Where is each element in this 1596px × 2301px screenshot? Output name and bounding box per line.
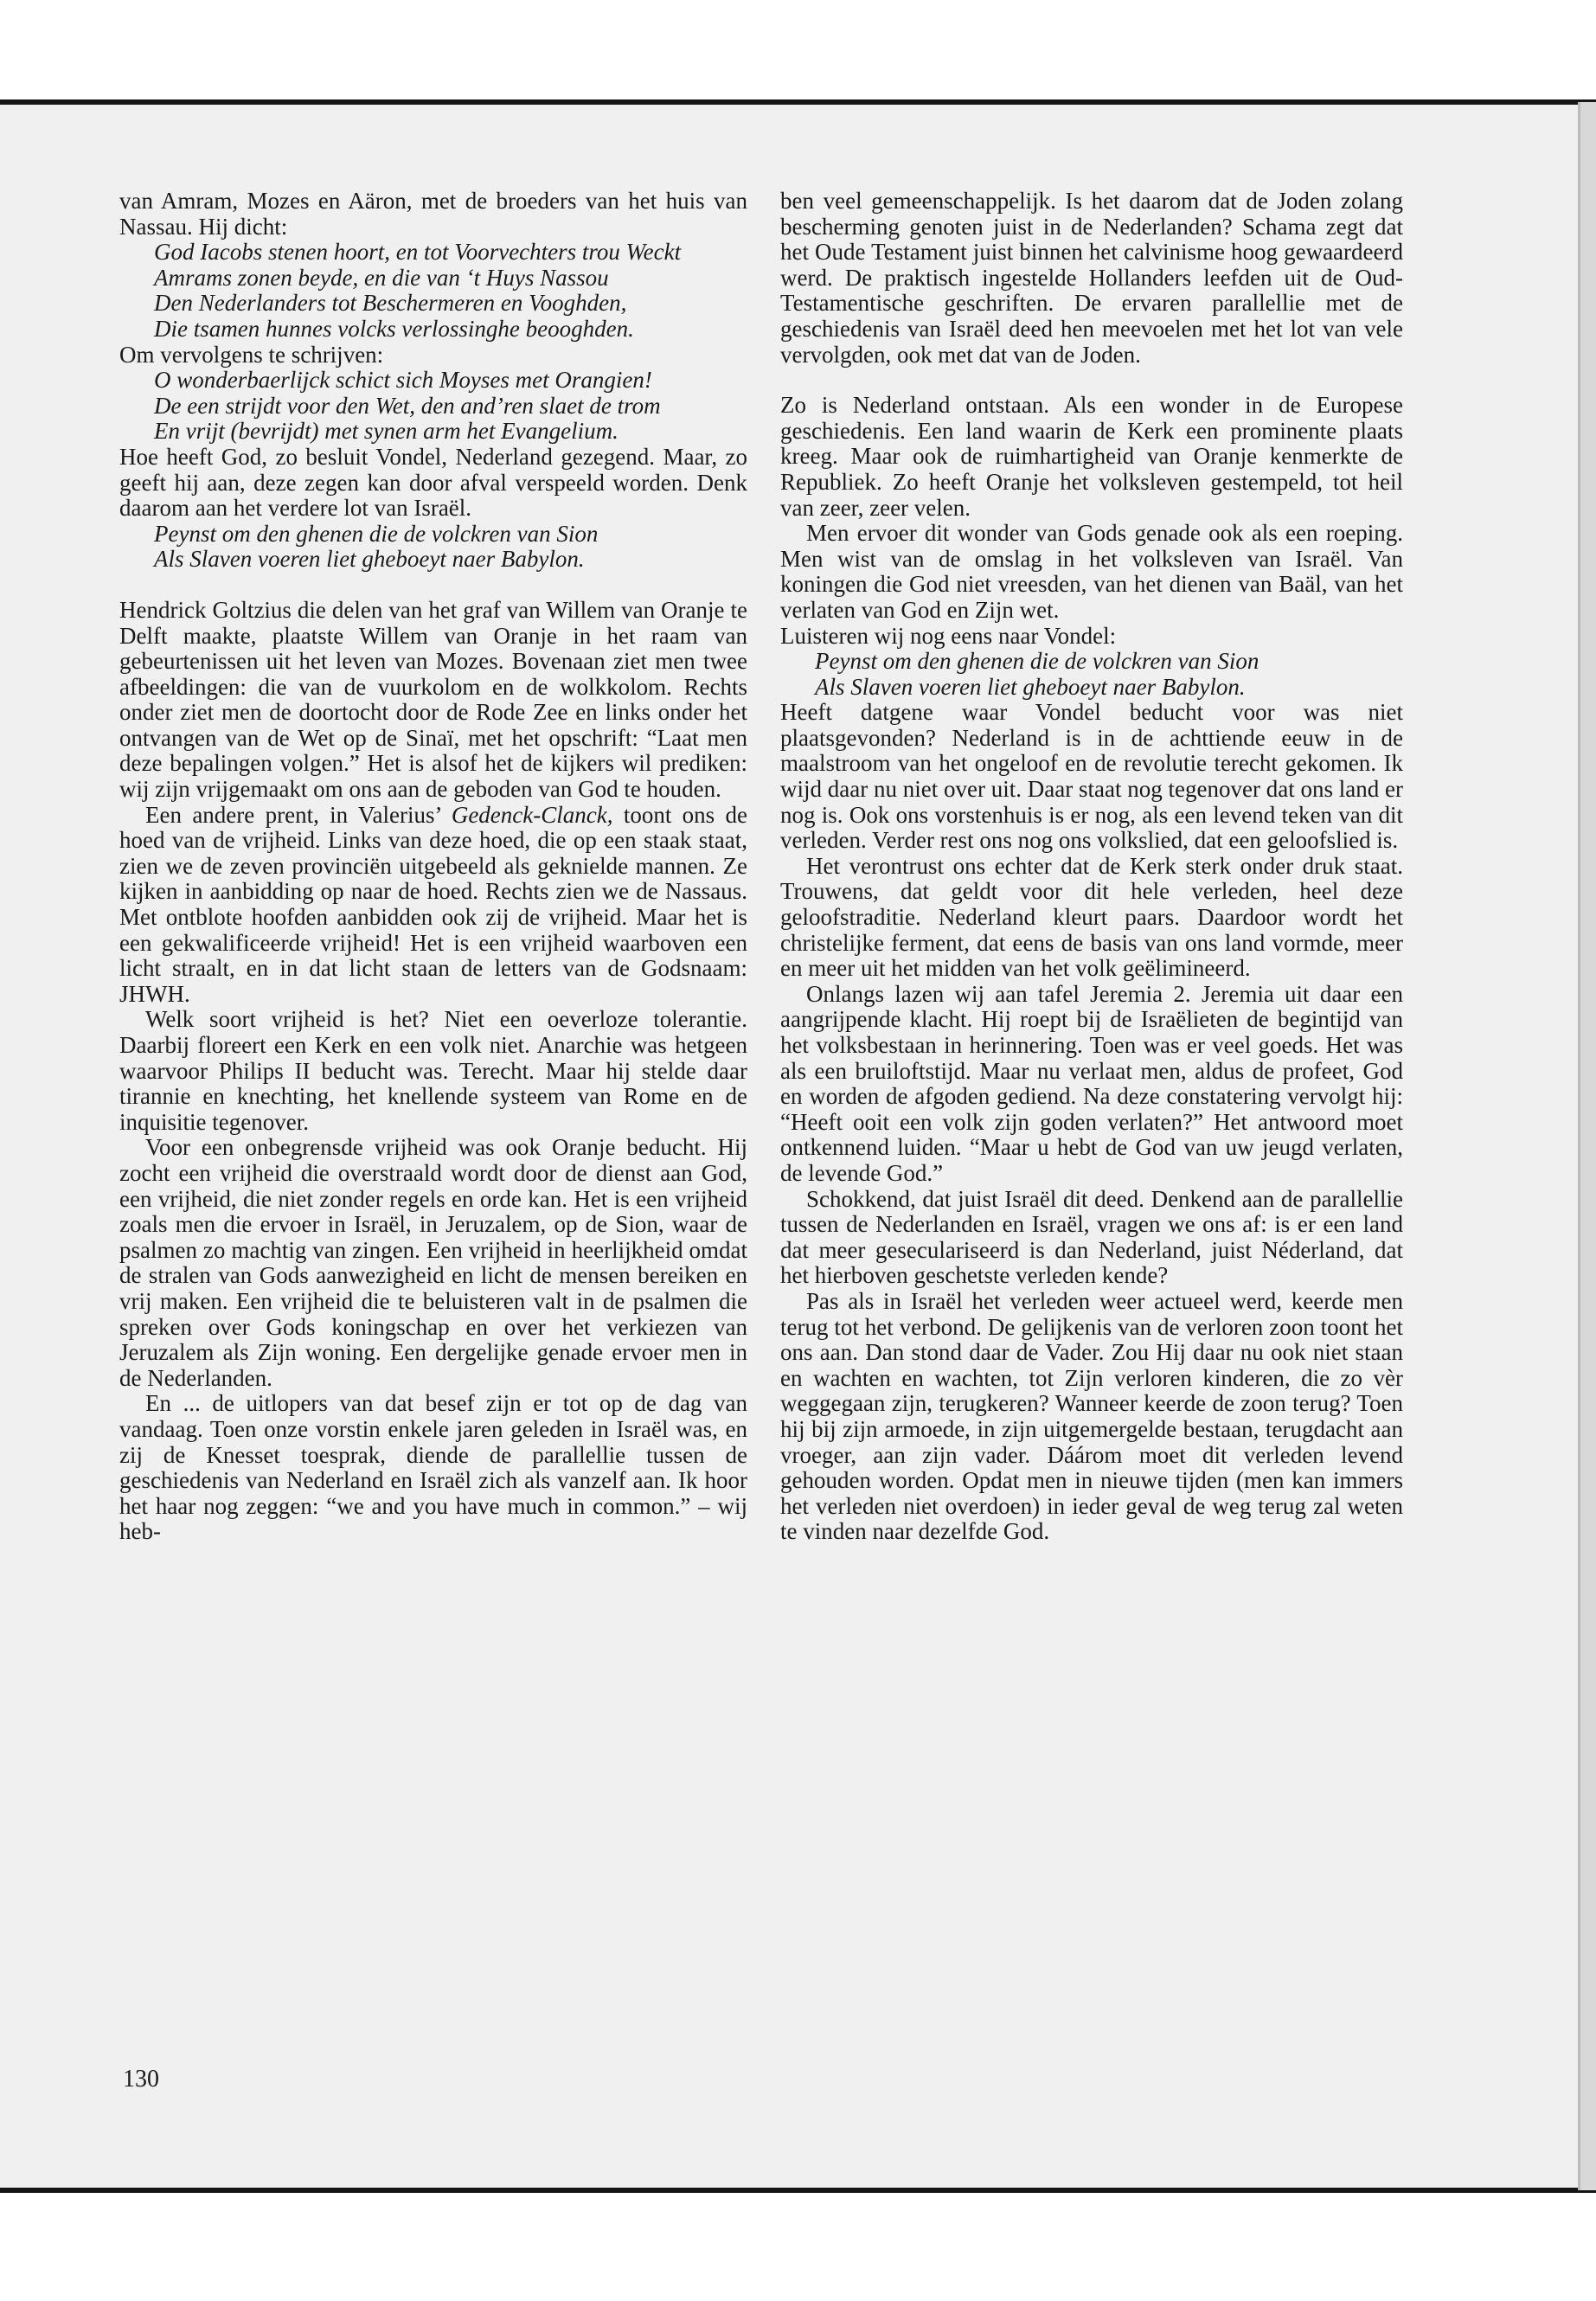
paragraph: Voor een onbegrensde vrijheid was ook Oranje beducht. Hij zocht een vrijheid die overstraald wordt door de dienst aan God, een vrijheid, die niet zonder regels en orde kan. Het is een vrijheid zoals men die ervoer in Israël, in Jeruzalem, op de Sion, waar de psalmen zo machtig van zingen. Een vrijheid in heerlijkheid omdat de stralen van Gods aanwezigheid en licht de mensen bereiken en vrij maken. Een vrijheid die te beluisteren valt in de psalmen die spreken over Gods koningschap en over het verkiezen van Jeruzalem als Zijn woning. Een dergelijke genade ervoer men in de Nederlanden. <box>119 1134 747 1391</box>
paragraph: ben veel gemeenschappelijk. Is het daarom dat de Joden zolang bescherming genoten juist in de Nederlanden? Schama zegt dat het Oude Testament juist binnen het calvinisme hoog gewaardeerd werd. De praktisch ingestelde Hollanders leefden uit de Oud-Testamentische geschriften. De ervaren parallellie met de geschiedenis van Israël deed hen meevoelen met het lot van vele vervolgden, ook met dat van de Joden. <box>780 188 1403 368</box>
right-column <box>780 189 1403 1545</box>
verse-line: De een strijdt voor den Wet, den and’ren slaet de trom <box>154 392 661 419</box>
paragraph: Schokkend, dat juist Israël dit deed. Denkend aan de parallellie tussen de Nederlanden en Israël, vragen we ons af: is er een land dat meer geseculariseerd is dan Nederland, juist Néderland, dat het hierboven geschetste verleden kende? <box>780 1185 1403 1289</box>
paragraph-text: toont ons de hoed van de vrijheid. Links van deze hoed, die op een staak staat, zien we de zeven provinciën uitgebeeld als geknielde mannen. Ze kijken in aanbidding op naar de hoed. Rechts zien we de Nassaus. Met ontblote hoofden aanbidden ook zij de vrijheid. Maar het is een gekwalificeerde vrijheid! Het is een vrijheid waarboven een licht straalt, en in dat licht staan de letters van de Godsnaam: JHWH. <box>119 801 747 1007</box>
verse-line: O wonderbaerlijck schict sich Moyses met Orangien! <box>154 367 652 394</box>
verse-line: Den Nederlanders tot Beschermeren en Vooghden, <box>154 290 627 317</box>
paragraph: Hendrick Goltzius die delen van het graf van Willem van Oranje te Delft maakte, plaatste Willem van Oranje in het raam van gebeurtenissen uit het leven van Mozes. Bovenaan ziet men twee afbeeldingen: die van de vuurkolom en de wolkkolom. Rechts onder ziet men de doortocht door de Rode Zee en links onder het ontvangen van de Wet op de Sinaï, met het opschrift: “Laat men deze bepalingen volgen.” Het is alsof het de kijkers wil prediken: wij zijn vrijgemaakt om ons aan de geboden van God te houden. <box>119 596 747 803</box>
verse-line: Als Slaven voeren liet gheboeyt naer Babylon. <box>154 546 585 573</box>
book-title: Gedenck-Clanck, <box>451 801 613 828</box>
paragraph <box>119 803 747 1008</box>
scan-background <box>0 0 1596 99</box>
verse-line: Peynst om den ghenen die de volckren van Sion <box>815 648 1259 675</box>
verse-line: God Iacobs stenen hoort, en tot Voorvechters trou Weckt Amrams zonen beyde, en die van ‘t Huys Nassou <box>154 239 682 291</box>
paragraph: Zo is Nederland ontstaan. Als een wonder in de Europese geschiedenis. Een land waarin de Kerk een prominente plaats kreeg. Maar ook de ruimhartigheid van Oranje kenmerkte de Republiek. Zo heeft Oranje het volksleven gestempeld, tot heil van zeer, zeer velen. <box>780 392 1403 521</box>
page-number: 130 <box>123 2066 159 2093</box>
verse-line: En vrijt (bevrijdt) met synen arm het Evangelium. <box>154 418 619 445</box>
paragraph: Welk soort vrijheid is het? Niet een oeverloze tolerantie. Daarbij floreert een Kerk en een volk niet. Anarchie was hetgeen waarvoor Philips II beducht was. Terecht. Maar hij stelde daar tirannie en knechting, het knellende systeem van Rome en de inquisitie tegenover. <box>119 1006 747 1135</box>
verse-line: Als Slaven voeren liet gheboeyt naer Babylon. <box>815 673 1246 700</box>
paragraph: Heeft datgene waar Vondel beducht voor was niet plaatsgevonden? Nederland is in de achttiende eeuw in de maalstroom van het ongeloof en de revolutie terecht gekomen. Ik wijd daar nu niet over uit. Daar staat nog tegenover dat ons land er nog is. Ook ons vorstenhuis is er nog, als een levend teken van dit verleden. Verder rest ons nog ons volkslied, dat een geloofslied is. <box>780 699 1403 854</box>
paragraph: En ... de uitlopers van dat besef zijn er tot op de dag van vandaag. Toen onze vorstin enkele jaren geleden in Israël was, en zij de Knesset toesprak, diende de parallellie tussen de geschiedenis van Nederland en Israël zich als vanzelf aan. Ik hoor het haar nog zeggen: “we and you have much in common.” – wij heb- <box>119 1390 747 1545</box>
paragraph: Men ervoer dit wonder van Gods genade ook als een roeping. Men wist van de omslag in het volksleven van Israël. Van koningen die God niet vreesden, van het dienen van Baäl, van het verlaten van God en Zijn wet. <box>780 520 1403 623</box>
verse-line: Peynst om den ghenen die de volckren van Sion <box>154 520 599 547</box>
paragraph-text: Een andere prent, in Valerius’ <box>145 801 452 828</box>
verse-line: Die tsamen hunnes volcks verlossinghe beooghden. <box>154 315 634 342</box>
paragraph: van Amram, Mozes en Aäron, met de broeders van het huis van Nassau. Hij dicht: <box>119 188 747 240</box>
paragraph: Onlangs lazen wij aan tafel Jeremia 2. Jeremia uit daar een aangrijpende klacht. Hij roept bij de Israëlieten de begintijd van het volksbestaan in herinnering. Toen was er veel goeds. Het was als een bruiloftstijd. Maar nu verlaat men, aldus de profeet, God en worden de afgoden gediend. Na deze constatering vervolgt hij: “Heeft ooit een volk zijn goden verlaten?” Het antwoord moet ontkennend luiden. “Maar u hebt de God van uw jeugd verlaten, de levende God.” <box>780 980 1403 1186</box>
page-edge <box>1578 102 1596 2190</box>
paragraph: Het verontrust ons echter dat de Kerk sterk onder druk staat. Trouwens, dat geldt voor dit hele verleden, heel deze geloofstraditie. Nederland kleurt paars. Daardoor wordt het christelijke ferment, dat eens de basis van ons land vormde, meer en meer uit het midden van het volk geëlimineerd. <box>780 852 1403 982</box>
left-column <box>119 189 747 1545</box>
paragraph: Pas als in Israël het verleden weer actueel werd, keerde men terug tot het verbond. De gelijkenis van de verloren zoon toont het ons aan. Dan stond daar de Vader. Zou Hij daar nu ook niet staan en wachten en wachten, tot Zijn verloren kinderen, die zo vèr weggegaan zijn, terugkeren? Wanneer keerde de zoon terug? Toen hij bij zijn armoede, in zijn uitgemergelde bestaan, terugdacht aan vroeger, aan zijn vader. Dáárom moet dit verleden levend gehouden worden. Opdat men in nieuwe tijden (men kan immers het verleden niet overdoen) in ieder geval de weg terug zal weten te vinden naar dezelfde God. <box>780 1287 1403 1545</box>
paragraph: Om vervolgens te schrijven: <box>119 341 384 368</box>
paragraph: Hoe heeft God, zo besluit Vondel, Nederland gezegend. Maar, zo geeft hij aan, deze zegen kan door afval verspeeld worden. Denk daarom aan het verdere lot van Israël. <box>119 443 747 522</box>
paragraph: Luisteren wij nog eens naar Vondel: <box>780 622 1117 649</box>
